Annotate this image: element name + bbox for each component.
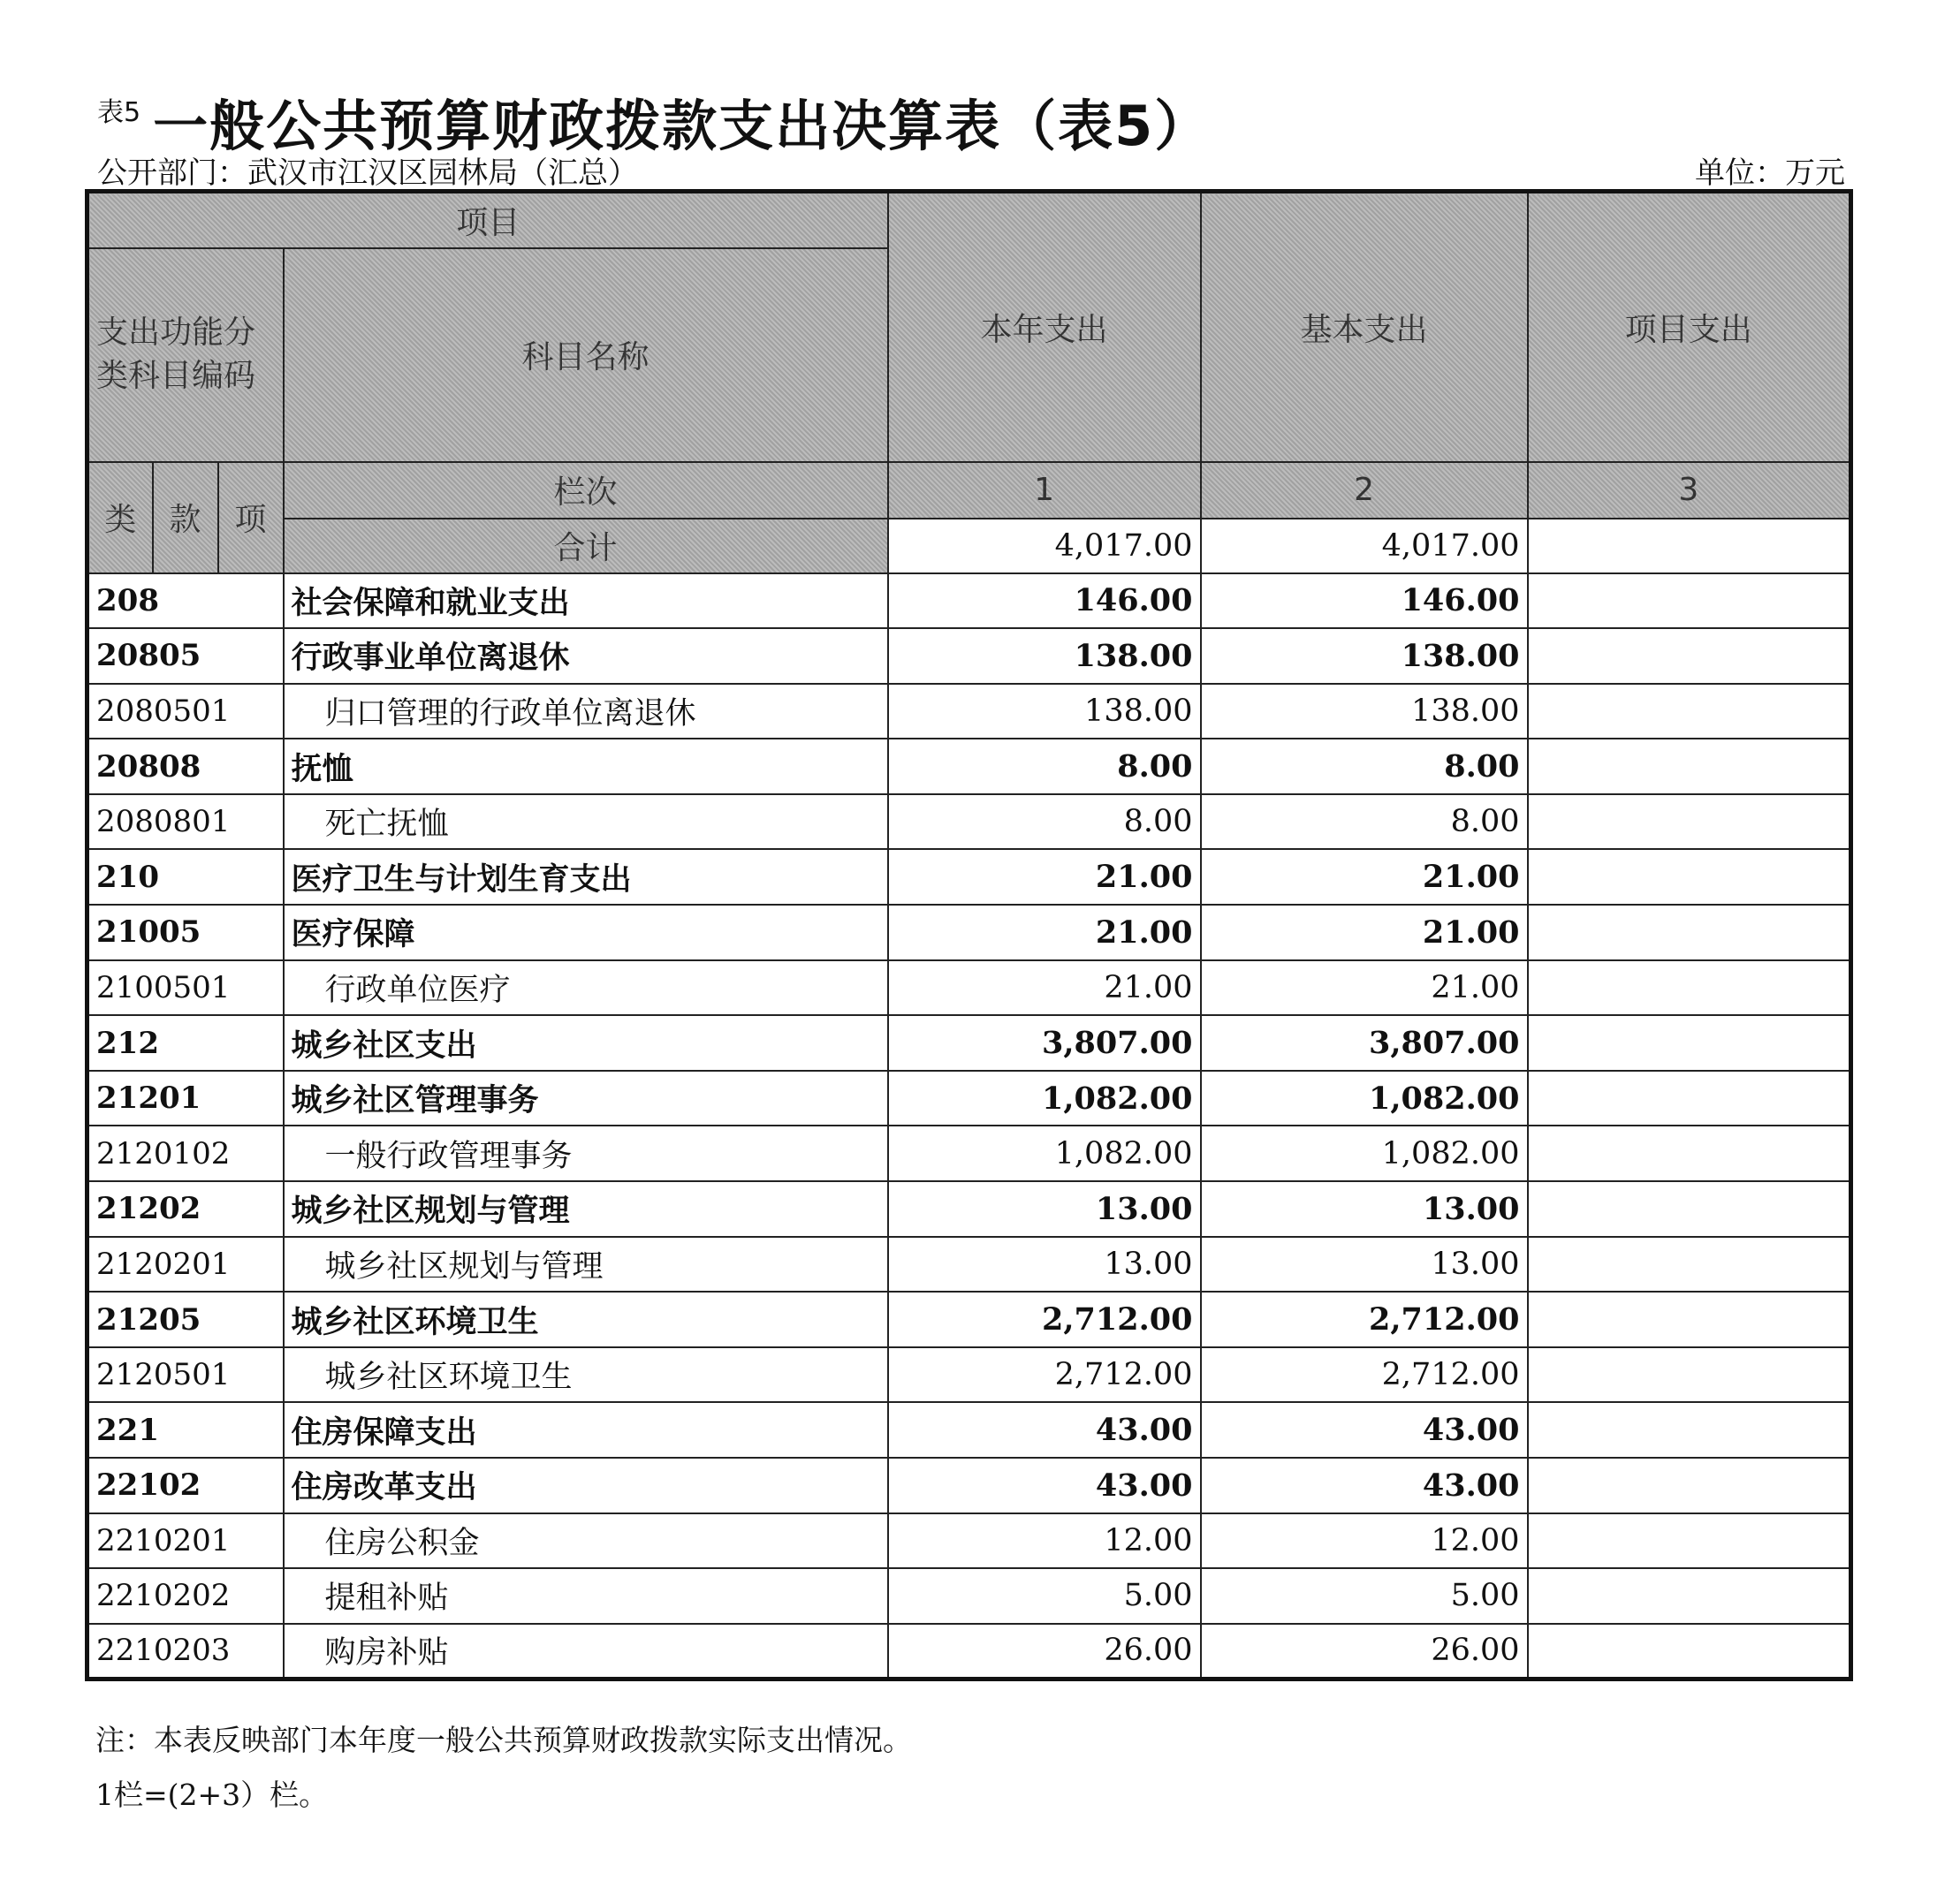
row-project [1528,573,1851,629]
row-basic: 12.00 [1201,1513,1528,1569]
row-name: 住房公积金 [284,1513,888,1569]
row-project [1528,1568,1851,1624]
row-project [1528,684,1851,739]
budget-table [85,189,1853,1681]
row-basic: 21.00 [1201,905,1528,960]
row-basic: 146.00 [1201,573,1528,629]
footnote-1: 注：本表反映部门本年度一般公共预算财政拨款实际支出情况。 [95,1723,912,1757]
row-total: 5.00 [888,1568,1201,1624]
row-basic: 3,807.00 [1201,1015,1528,1071]
row-total: 3,807.00 [888,1015,1201,1071]
row-name: 城乡社区规划与管理 [284,1237,888,1293]
header-col-index: 栏次 [284,462,888,519]
header-item: 项目 [87,192,888,248]
row-project [1528,1347,1851,1403]
row-total: 2,712.00 [888,1292,1201,1347]
sum-total: 4,017.00 [888,519,1201,573]
row-code: 21201 [87,1071,284,1126]
row-name: 城乡社区环境卫生 [284,1292,888,1347]
title-row [97,74,1212,158]
row-code: 2210201 [87,1513,284,1569]
table-row [87,849,1851,905]
row-basic: 8.00 [1201,794,1528,850]
header-xiang: 项 [218,462,284,573]
row-project [1528,794,1851,850]
header-code: 支出功能分类科目编码 [87,248,284,462]
row-project [1528,1292,1851,1347]
row-project [1528,1458,1851,1513]
row-name: 住房改革支出 [284,1458,888,1513]
header-project: 项目支出 [1528,192,1851,462]
table-row [87,1181,1851,1237]
table-row [87,1292,1851,1347]
row-name: 城乡社区规划与管理 [284,1181,888,1237]
row-name: 医疗保障 [284,905,888,960]
row-name: 行政单位医疗 [284,960,888,1016]
row-code: 2120201 [87,1237,284,1293]
row-name: 死亡抚恤 [284,794,888,850]
table-row [87,905,1851,960]
row-code: 221 [87,1402,284,1458]
row-basic: 138.00 [1201,684,1528,739]
sum-basic: 4,017.00 [1201,519,1528,573]
row-project [1528,960,1851,1016]
table-row [87,628,1851,684]
row-code: 2210203 [87,1624,284,1679]
row-basic: 21.00 [1201,849,1528,905]
row-basic: 13.00 [1201,1181,1528,1237]
table-row [87,1237,1851,1293]
row-code: 208 [87,573,284,629]
row-total: 146.00 [888,573,1201,629]
row-name: 购房补贴 [284,1624,888,1679]
row-code: 2120501 [87,1347,284,1403]
row-project [1528,849,1851,905]
table-row [87,1347,1851,1403]
page-title: 一般公共预算财政拨款支出决算表（表5） [153,94,1212,158]
row-code: 210 [87,849,284,905]
row-total: 13.00 [888,1237,1201,1293]
row-name: 抚恤 [284,739,888,794]
row-total: 26.00 [888,1624,1201,1679]
row-name: 行政事业单位离退休 [284,628,888,684]
row-total: 8.00 [888,739,1201,794]
row-basic: 138.00 [1201,628,1528,684]
row-name: 住房保障支出 [284,1402,888,1458]
row-code: 21205 [87,1292,284,1347]
table-row [87,1015,1851,1071]
row-basic: 2,712.00 [1201,1292,1528,1347]
row-total: 1,082.00 [888,1071,1201,1126]
row-total: 138.00 [888,628,1201,684]
row-basic: 13.00 [1201,1237,1528,1293]
row-total: 2,712.00 [888,1347,1201,1403]
row-code: 20808 [87,739,284,794]
header-total: 本年支出 [888,192,1201,462]
table-row [87,1126,1851,1181]
table-row [87,1458,1851,1513]
row-total: 12.00 [888,1513,1201,1569]
unit-label: 单位：万元 [1695,155,1845,191]
sum-label: 合计 [284,519,888,573]
row-project [1528,905,1851,960]
row-code: 2100501 [87,960,284,1016]
row-project [1528,1402,1851,1458]
row-name: 社会保障和就业支出 [284,573,888,629]
table-row [87,794,1851,850]
row-name: 提租补贴 [284,1568,888,1624]
row-name: 一般行政管理事务 [284,1126,888,1181]
table-row [87,1402,1851,1458]
row-total: 21.00 [888,960,1201,1016]
row-project [1528,1015,1851,1071]
row-code: 2210202 [87,1568,284,1624]
header-kuan: 款 [153,462,218,573]
header-lei: 类 [87,462,153,573]
table-row [87,684,1851,739]
row-basic: 21.00 [1201,960,1528,1016]
header-col3: 3 [1528,462,1851,519]
row-code: 21005 [87,905,284,960]
row-project [1528,739,1851,794]
row-total: 1,082.00 [888,1126,1201,1181]
row-total: 21.00 [888,905,1201,960]
row-total: 8.00 [888,794,1201,850]
row-name: 医疗卫生与计划生育支出 [284,849,888,905]
row-project [1528,1126,1851,1181]
row-total: 21.00 [888,849,1201,905]
row-code: 20805 [87,628,284,684]
row-project [1528,628,1851,684]
row-project [1528,1237,1851,1293]
row-code: 212 [87,1015,284,1071]
row-total: 43.00 [888,1458,1201,1513]
table-row [87,1568,1851,1624]
table-row [87,1624,1851,1679]
row-code: 2080801 [87,794,284,850]
sum-project [1528,519,1851,573]
row-total: 43.00 [888,1402,1201,1458]
table-row [87,1071,1851,1126]
row-basic: 8.00 [1201,739,1528,794]
row-project [1528,1513,1851,1569]
header-name: 科目名称 [284,248,888,462]
row-basic: 2,712.00 [1201,1347,1528,1403]
row-name: 城乡社区环境卫生 [284,1347,888,1403]
form-number: 表5 [97,97,141,128]
row-project [1528,1181,1851,1237]
row-basic: 5.00 [1201,1568,1528,1624]
header-col2: 2 [1201,462,1528,519]
header-col1: 1 [888,462,1201,519]
row-basic: 26.00 [1201,1624,1528,1679]
row-total: 13.00 [888,1181,1201,1237]
row-basic: 43.00 [1201,1458,1528,1513]
row-name: 城乡社区管理事务 [284,1071,888,1126]
row-total: 138.00 [888,684,1201,739]
row-name: 城乡社区支出 [284,1015,888,1071]
row-code: 2080501 [87,684,284,739]
row-basic: 1,082.00 [1201,1071,1528,1126]
row-basic: 43.00 [1201,1402,1528,1458]
table-row [87,739,1851,794]
footnote-2: 1栏=(2+3）栏。 [95,1778,329,1812]
table-row [87,960,1851,1016]
row-name: 归口管理的行政单位离退休 [284,684,888,739]
table-row [87,573,1851,629]
row-code: 21202 [87,1181,284,1237]
department-label: 公开部门：武汉市江汉区园林局（汇总） [97,155,638,191]
header-basic: 基本支出 [1201,192,1528,462]
table-row [87,1513,1851,1569]
row-basic: 1,082.00 [1201,1126,1528,1181]
row-project [1528,1071,1851,1126]
row-code: 22102 [87,1458,284,1513]
row-project [1528,1624,1851,1679]
row-code: 2120102 [87,1126,284,1181]
